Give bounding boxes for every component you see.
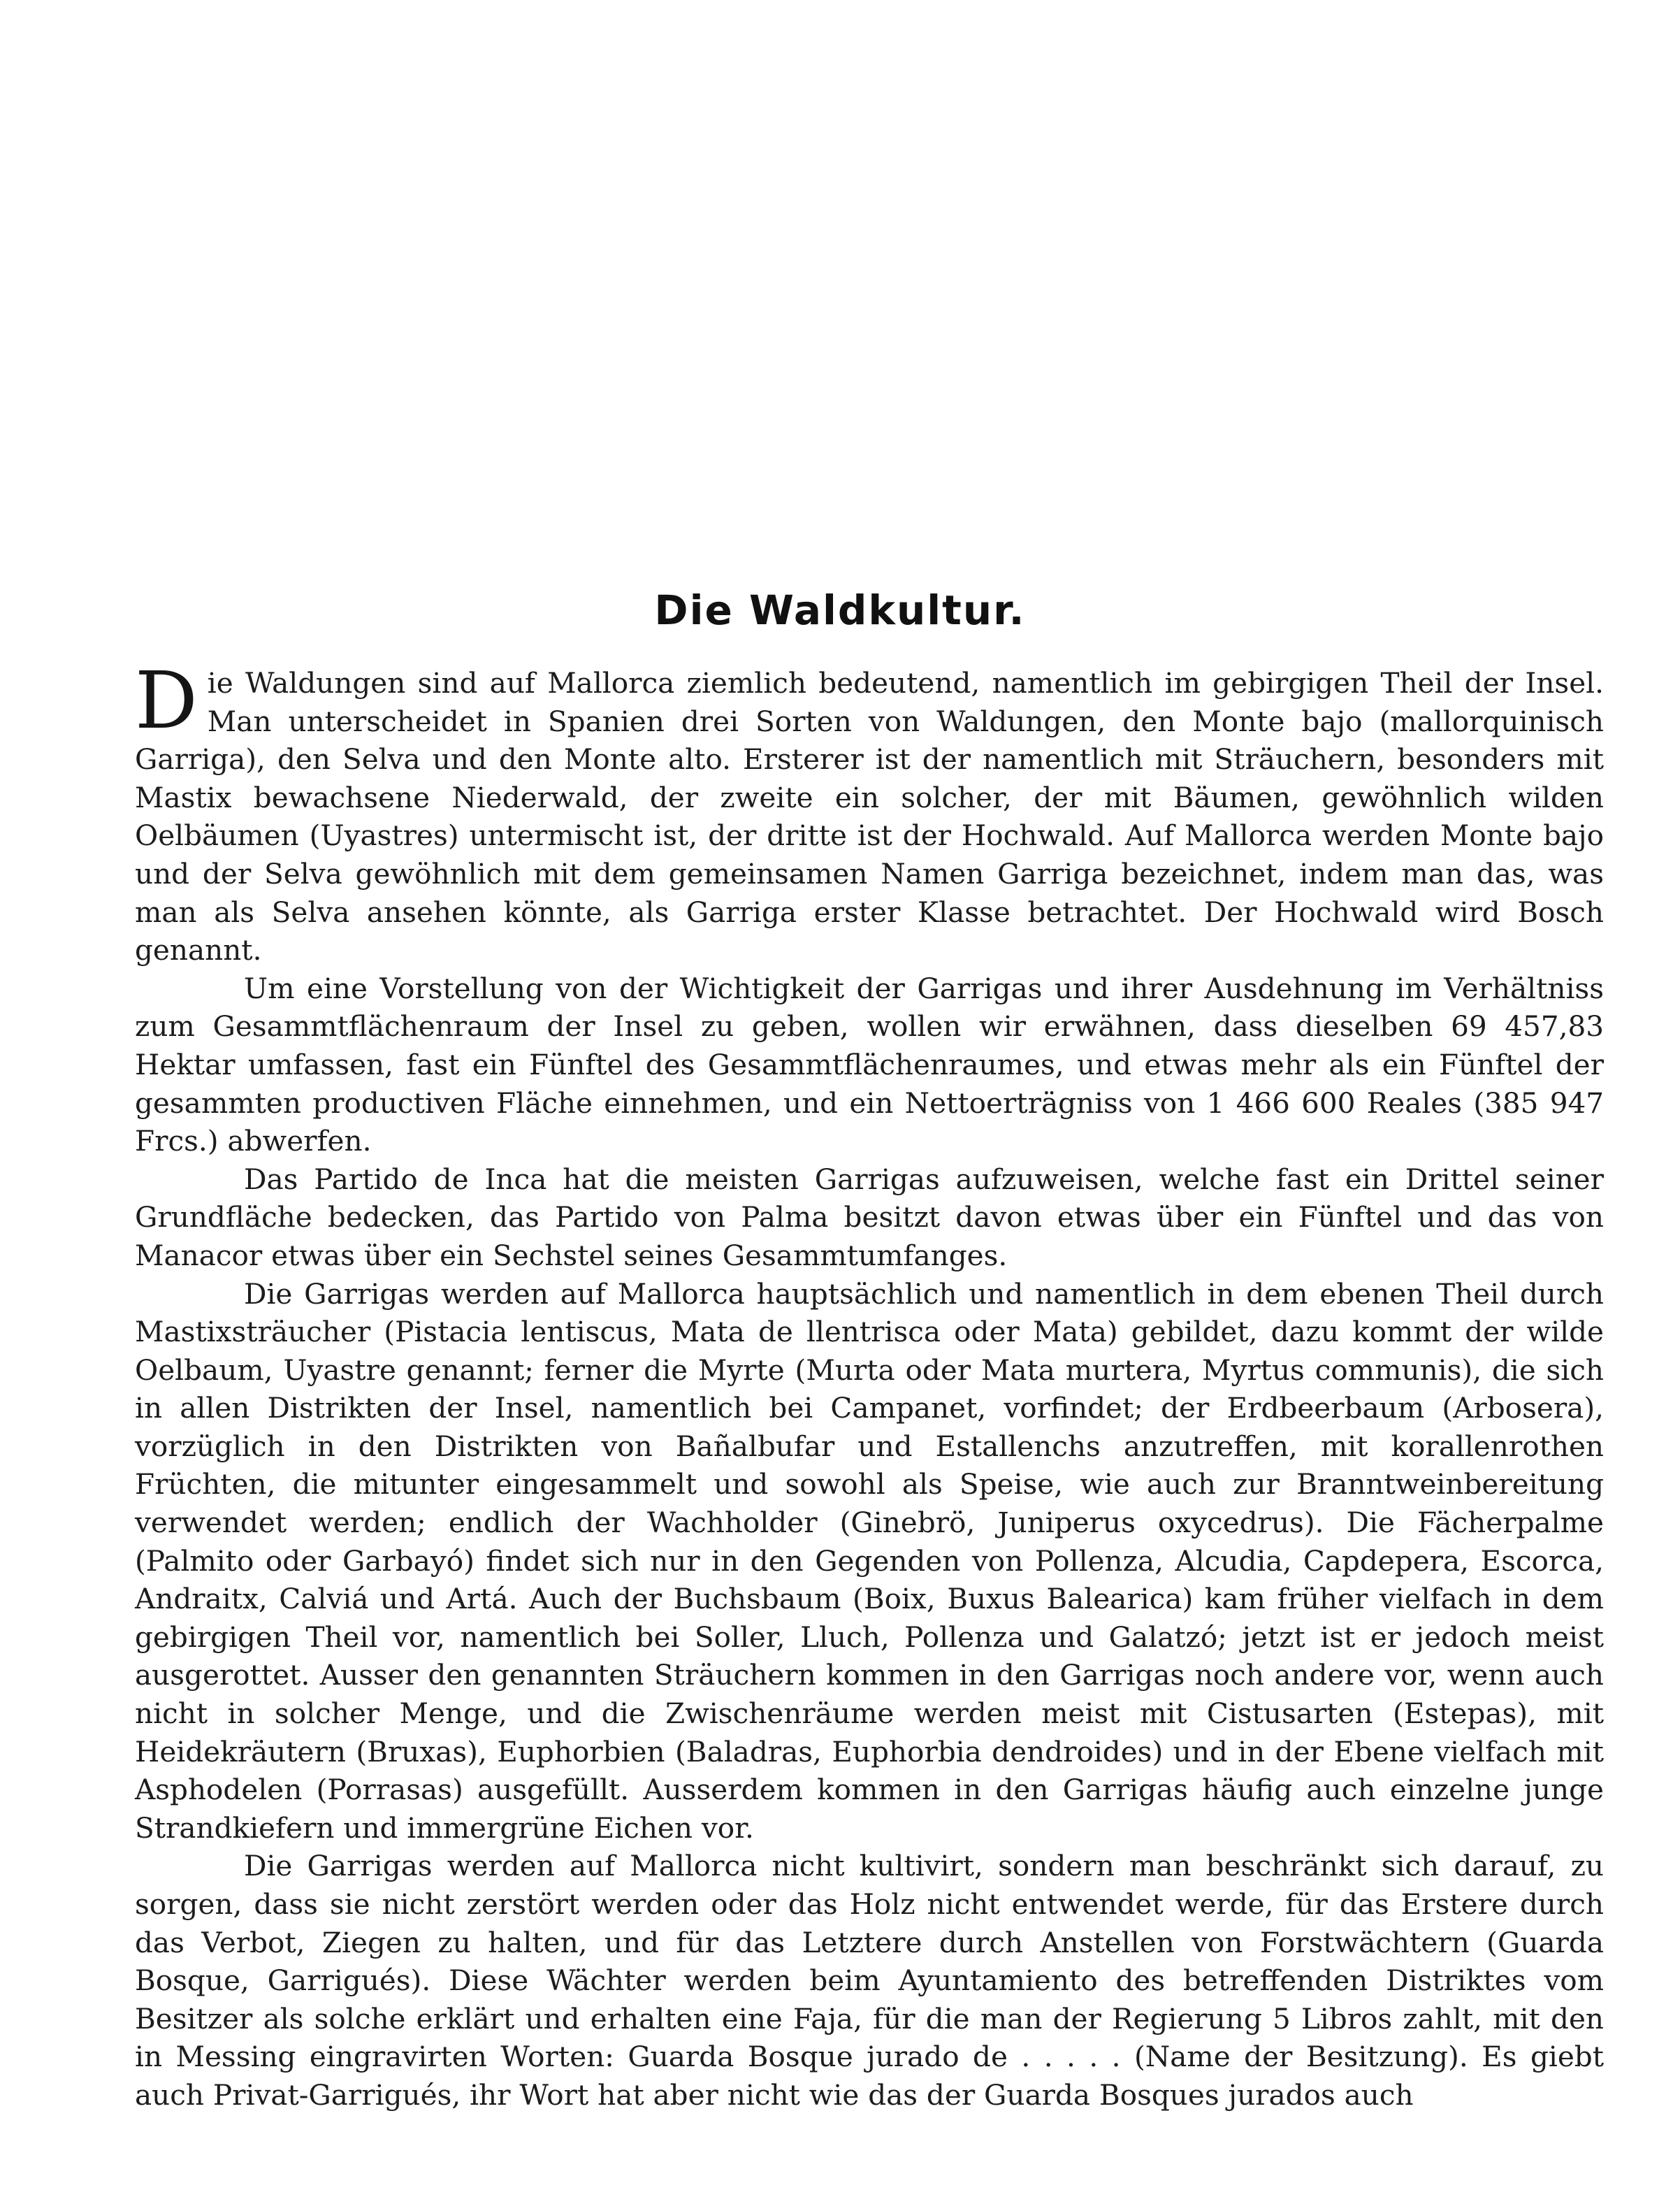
- chapter-title: Die Waldkultur.: [654, 586, 1026, 634]
- chapter-body: [135, 656, 1604, 2115]
- paragraph-1: [135, 656, 1604, 970]
- paragraph-5: Die Garrigas werden auf Mallorca nicht kultivirt, sondern man beschränkt sich darauf, zu sorgen, dass sie nicht zerstört werden oder das Holz nicht entwendet werde, für das Erstere durch das Verbot, Ziegen zu halten, und für das Letztere durch Anstellen von Forstwächtern (Guarda Bosque, Garrigués). Diese Wächter werden beim Ayuntamiento des betreffenden Distriktes vom Besitzer als solche erklärt und erhalten eine Faja, für die man der Regierung 5 Libros zahlt, mit den in Messing eingravirten Worten: Guarda Bosque jurado de . . . . . (Name der Besitzung). Es giebt auch Privat-Garrigués, ihr Wort hat aber nicht wie das der Guarda Bosques jurados auch: [135, 1849, 1604, 2112]
- paragraph-2: Um eine Vorstellung von der Wichtigkeit der Garrigas und ihrer Ausdehnung im Verhältniss zum Gesammtflächenraum der Insel zu geben, wollen wir erwähnen, dass dieselben 69 457,83 Hektar umfassen, fast ein Fünftel des Gesammtflächenraumes, und etwas mehr als ein Fünftel der gesammten productiven Fläche einnehmen, und ein Nettoerträgniss von 1 466 600 Reales (385 947 Frcs.) abwerfen.: [135, 971, 1604, 1158]
- paragraph-4: Die Garrigas werden auf Mallorca hauptsächlich und namentlich in dem ebenen Theil durch Mastixsträucher (Pistacia lentiscus, Mata de llentrisca oder Mata) gebildet, dazu kommt der wilde Oelbaum, Uyastre genannt; ferner die Myrte (Murta oder Mata murtera, Myrtus communis), die sich in allen Distrikten der Insel, namentlich bei Campanet, vorfindet; der Erdbeerbaum (Arbosera), vorzüglich in den Distrikten von Bañalbufar und Estallenchs anzutreffen, mit korallenrothen Früchten, die mitunter eingesammelt und sowohl als Speise, wie auch zur Branntweinbereitung verwendet werden; endlich der Wachholder (Ginebrö, Juniperus oxycedrus). Die Fächerpalme (Palmito oder Garbayó) findet sich nur in den Gegenden von Pollenza, Alcudia, Capdepera, Escorca, Andraitx, Calviá und Artá. Auch der Buchsbaum (Boix, Buxus Balearica) kam früher vielfach in dem gebirgigen Theil vor, namentlich bei Soller, Lluch, Pollenza und Galatzó; jetzt ist er jedoch meist ausgerottet. Ausser den genannten Sträuchern kommen in den Garrigas noch andere vor, wenn auch nicht in solcher Menge, und die Zwischenräume werden meist mit Cistusarten (Estepas), mit Heidekräutern (Bruxas), Euphorbien (Baladras, Euphorbia dendroides) und in der Ebene vielfach mit Asphodelen (Porrasas) ausgefüllt. Ausserdem kommen in den Garrigas häufig auch einzelne junge Strandkiefern und immergrüne Eichen vor.: [135, 1276, 1604, 1845]
- paragraph-text: ie Waldungen sind auf Mallorca ziemlich bedeutend, namentlich im gebirgigen Theil der Insel. Man unterscheidet in Spanien drei Sorten von Waldungen, den Monte bajo (mallorquinisch Garriga), den Selva und den Monte alto. Ersterer ist der namentlich mit Sträuchern, besonders mit Mastix bewachsene Niederwald, der zweite ein solcher, der mit Bäumen, gewöhnlich wilden Oelbäumen (Uyastres) untermischt ist, der dritte ist der Hochwald. Auf Mallorca werden Monte bajo und der Selva gewöhnlich mit dem gemeinsamen Namen Garriga bezeichnet, indem man das, was man als Selva ansehen könnte, als Garriga erster Klasse betrachtet. Der Hochwald wird Bosch genannt.: [135, 666, 1604, 967]
- paragraph-3: Das Partido de Inca hat die meisten Garrigas aufzuweisen, welche fast ein Drittel seiner Grundfläche bedecken, das Partido von Palma besitzt davon etwas über ein Fünftel und das von Manacor etwas über ein Sechstel seines Gesammtumfanges.: [135, 1162, 1604, 1272]
- drop-cap: D: [135, 656, 198, 747]
